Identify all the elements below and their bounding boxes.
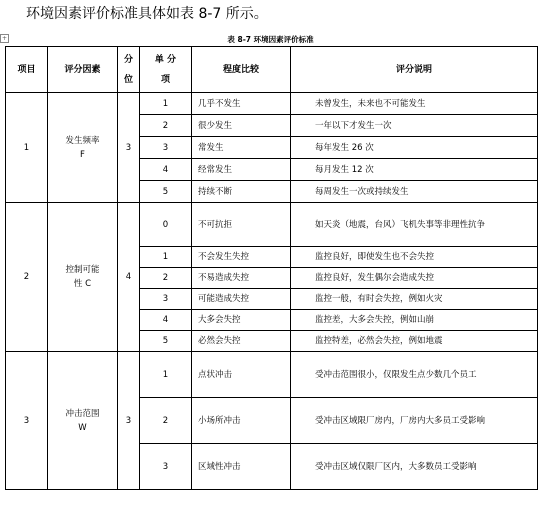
group-factor-line1: 控制可能	[65, 265, 100, 275]
row-degree: 不易造成失控	[192, 268, 291, 289]
row-explain: 未曾发生，未来也不可能发生	[291, 93, 538, 115]
row-degree: 不可抗拒	[192, 203, 291, 247]
row-degree: 经常发生	[192, 159, 291, 181]
table-header-row	[6, 47, 538, 93]
row-explain: 如天炎（地震，台风）飞机失事等非理性抗争	[291, 203, 538, 247]
row-explain: 受冲击区域仅限厂区内，大多数员工受影响	[291, 444, 538, 490]
row-score: 3	[140, 289, 192, 310]
header-points-line2: 位	[123, 74, 133, 85]
header-degree: 程度比较	[192, 47, 291, 93]
group-factor	[48, 93, 118, 203]
row-score: 2	[140, 115, 192, 137]
row-explain: 监控差，大多会失控，例如山崩	[291, 310, 538, 331]
group-points: 4	[118, 203, 140, 352]
group-item: 1	[6, 93, 48, 203]
row-score: 4	[140, 159, 192, 181]
row-explain: 每周发生一次或持续发生	[291, 181, 538, 203]
row-score: 2	[140, 268, 192, 289]
group-item: 2	[6, 203, 48, 352]
group-factor-line2: F	[80, 149, 85, 160]
group-item: 3	[6, 352, 48, 490]
intro-text: 环境因素评价标准具体如表 8-7 所示。	[26, 6, 268, 22]
row-degree: 很少发生	[192, 115, 291, 137]
group-factor	[48, 203, 118, 352]
header-points-line1: 分	[123, 54, 133, 65]
group-factor	[48, 352, 118, 490]
table-caption: 表 8-7 环境因素评价标准	[227, 35, 314, 44]
group-factor-line2: W	[78, 422, 87, 433]
header-unit-line2: 项	[160, 74, 170, 85]
table-row	[6, 93, 538, 115]
table-move-handle-icon[interactable]: +	[1, 35, 8, 42]
row-score: 2	[140, 398, 192, 444]
row-degree: 大多会失控	[192, 310, 291, 331]
group-factor-line1: 发生频率	[65, 135, 100, 146]
header-points	[118, 47, 140, 93]
header-explain: 评分说明	[291, 47, 538, 93]
row-explain: 监控一般，有时会失控，例如火灾	[291, 289, 538, 310]
group-points: 3	[118, 93, 140, 203]
header-item: 项目	[6, 47, 48, 93]
row-degree: 小场所冲击	[192, 398, 291, 444]
row-degree: 持续不断	[192, 181, 291, 203]
table-row	[6, 352, 538, 398]
row-degree: 常发生	[192, 137, 291, 159]
row-score: 1	[140, 352, 192, 398]
row-degree: 点状冲击	[192, 352, 291, 398]
row-explain: 受冲击区域限厂房内，厂房内大多员工受影响	[291, 398, 538, 444]
row-degree: 不会发生失控	[192, 247, 291, 268]
row-score: 5	[140, 331, 192, 352]
group-factor-line1: 冲击范围	[65, 408, 100, 419]
row-degree: 可能造成失控	[192, 289, 291, 310]
row-degree: 必然会失控	[192, 331, 291, 352]
group-points: 3	[118, 352, 140, 490]
row-degree: 区域性冲击	[192, 444, 291, 490]
row-score: 3	[140, 444, 192, 490]
row-explain: 监控良好，发生偶尔会造成失控	[291, 268, 538, 289]
row-score: 1	[140, 93, 192, 115]
row-score: 5	[140, 181, 192, 203]
evaluation-table	[5, 46, 538, 490]
row-explain: 每年发生 26 次	[291, 137, 538, 159]
group-factor-line2: 性 C	[73, 279, 92, 289]
row-explain: 监控特差，必然会失控，例如地震	[291, 331, 538, 352]
row-explain: 受冲击范围很小，仅限发生点少数几个员工	[291, 352, 538, 398]
row-score: 0	[140, 203, 192, 247]
row-score: 3	[140, 137, 192, 159]
row-score: 1	[140, 247, 192, 268]
header-unit-line1: 单 分	[154, 54, 177, 65]
row-degree: 几乎不发生	[192, 93, 291, 115]
row-explain: 监控良好，即使发生也不会失控	[291, 247, 538, 268]
row-score: 4	[140, 310, 192, 331]
table-row	[6, 203, 538, 247]
row-explain: 一年以下才发生一次	[291, 115, 538, 137]
header-factor: 评分因素	[48, 47, 118, 93]
row-explain: 每月发生 12 次	[291, 159, 538, 181]
header-unit	[140, 47, 192, 93]
